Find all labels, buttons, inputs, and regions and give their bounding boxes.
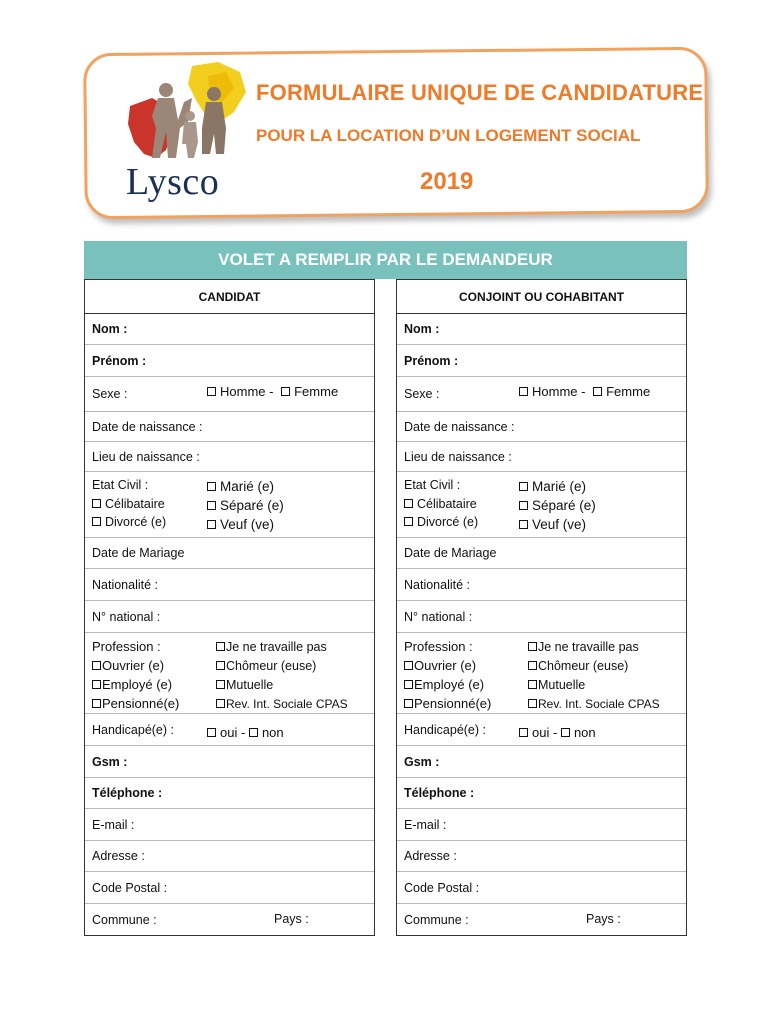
marie-checkbox[interactable] [207,482,216,491]
non-label: non [573,725,596,740]
sexe-field [397,377,686,412]
mutuelle-checkbox[interactable] [216,680,225,689]
celibataire-checkbox[interactable] [404,499,413,508]
column-heading: CANDIDAT [85,280,374,314]
etat-civil-label: Etat Civil : [92,478,149,492]
pensionne-checkbox[interactable] [404,699,413,708]
lieu-naissance-field[interactable] [397,442,686,472]
email-label: E-mail : [92,817,135,832]
column-heading: CONJOINT OU COHABITANT [397,280,686,314]
sexe-label: Sexe : [404,387,440,401]
pensionne-label: Pensionné(e) [414,696,492,711]
nationalite-label: Nationalité : [404,577,471,592]
adresse-field[interactable] [397,841,686,872]
femme-checkbox[interactable] [281,387,290,396]
chomeur-label: Chômeur (euse) [538,659,629,673]
celibataire-label: Célibataire [417,496,477,511]
rev-int-label: Rev. Int. Sociale CPAS [538,697,660,711]
prenom-label: Prénom : [92,353,147,368]
femme-label: Femme [606,384,651,399]
date-naissance-label: Date de naissance : [404,419,515,434]
divorce-checkbox[interactable] [404,517,413,526]
oui-checkbox[interactable] [207,728,216,737]
no-national-label: N° national : [404,609,473,624]
veuf-label: Veuf (ve) [532,517,587,532]
ne-travaille-checkbox[interactable] [216,642,225,651]
candidat-column [84,279,375,936]
form-title: FORMULAIRE UNIQUE DE CANDIDATURE [256,80,704,105]
date-mariage-label: Date de Mariage [92,546,185,560]
nationalite-field[interactable] [85,569,374,601]
sexe-separator: - [581,384,586,399]
form-subtitle: POUR LA LOCATION D’UN LOGEMENT SOCIAL [256,126,641,145]
date-mariage-label: Date de Mariage [404,546,497,560]
rev-int-checkbox[interactable] [216,699,225,708]
sexe-separator: - [269,384,274,399]
handicape-separator: - [552,725,558,740]
commune-label: Commune : [404,912,469,927]
commune-pays-field[interactable] [397,904,686,935]
marie-checkbox[interactable] [519,482,528,491]
gsm-field[interactable] [397,746,686,778]
code-postal-field[interactable] [85,872,374,904]
no-national-field[interactable] [397,601,686,633]
lieu-naissance-label: Lieu de naissance : [92,449,200,464]
chomeur-label: Chômeur (euse) [226,659,317,673]
date-naissance-field[interactable] [85,412,374,442]
adresse-field[interactable] [85,841,374,872]
adresse-label: Adresse : [92,849,145,863]
separe-checkbox[interactable] [207,501,216,510]
date-mariage-field[interactable] [397,538,686,569]
sexe-field [85,377,374,412]
ouvrier-checkbox[interactable] [92,661,101,670]
homme-label: Homme [532,384,578,399]
profession-label: Profession : [404,639,473,654]
section-title: VOLET A REMPLIR PAR LE DEMANDEUR [84,241,687,279]
ne-travaille-checkbox[interactable] [528,642,537,651]
veuf-checkbox[interactable] [207,520,216,529]
employe-label: Employé (e) [414,677,485,692]
adresse-label: Adresse : [404,849,457,863]
nom-field[interactable] [397,314,686,345]
employe-label: Employé (e) [102,677,173,692]
lieu-naissance-label: Lieu de naissance : [404,449,512,464]
non-label: non [261,725,284,740]
homme-checkbox[interactable] [519,387,528,396]
marie-label: Marié (e) [220,479,275,494]
celibataire-checkbox[interactable] [92,499,101,508]
pays-label: Pays : [586,912,621,926]
handicape-label: Handicapé(e) : [404,722,486,737]
mutuelle-label: Mutuelle [226,678,274,692]
divorce-label: Divorcé (e) [417,515,479,529]
no-national-field[interactable] [85,601,374,633]
chomeur-checkbox[interactable] [528,661,537,670]
etat-civil-field [397,472,686,538]
ouvrier-label: Ouvrier (e) [102,658,165,673]
email-label: E-mail : [404,817,447,832]
telephone-label: Téléphone : [404,786,475,800]
nationalite-field[interactable] [397,569,686,601]
divorce-label: Divorcé (e) [105,515,167,529]
divorce-checkbox[interactable] [92,517,101,526]
profession-field [85,633,374,714]
nationalite-label: Nationalité : [92,577,159,592]
profession-label: Profession : [92,639,161,654]
telephone-field[interactable] [397,778,686,809]
mutuelle-label: Mutuelle [538,678,586,692]
code-postal-field[interactable] [397,872,686,904]
gsm-label: Gsm : [404,754,440,769]
nom-label: Nom : [92,322,128,336]
telephone-label: Téléphone : [92,786,163,800]
chomeur-checkbox[interactable] [216,661,225,670]
prenom-field[interactable] [397,345,686,377]
employe-checkbox[interactable] [404,680,413,689]
gsm-field[interactable] [85,746,374,778]
prenom-label: Prénom : [404,353,459,368]
separe-label: Séparé (e) [220,498,284,513]
no-national-label: N° national : [92,609,161,624]
femme-checkbox[interactable] [593,387,602,396]
ne-travaille-label: Je ne travaille pas [226,640,327,654]
pensionne-checkbox[interactable] [92,699,101,708]
pays-label: Pays : [274,912,309,926]
prenom-field[interactable] [85,345,374,377]
handicape-field [85,714,374,746]
marie-label: Marié (e) [532,479,587,494]
employe-checkbox[interactable] [92,680,101,689]
sexe-label: Sexe : [92,387,128,401]
homme-checkbox[interactable] [207,387,216,396]
date-naissance-label: Date de naissance : [92,419,203,434]
handicape-label: Handicapé(e) : [92,722,174,737]
celibataire-label: Célibataire [105,496,165,511]
email-field[interactable] [397,809,686,841]
conjoint-column [396,279,687,936]
non-checkbox[interactable] [249,728,258,737]
separe-checkbox[interactable] [519,501,528,510]
veuf-label: Veuf (ve) [220,517,275,532]
ne-travaille-label: Je ne travaille pas [538,640,639,654]
homme-label: Homme [220,384,266,399]
veuf-checkbox[interactable] [519,520,528,529]
email-field[interactable] [85,809,374,841]
lieu-naissance-field[interactable] [85,442,374,472]
non-checkbox[interactable] [561,728,570,737]
form-year: 2019 [420,168,474,195]
commune-pays-field[interactable] [85,904,374,935]
handicape-field [397,714,686,746]
handicape-separator: - [240,725,246,740]
femme-label: Femme [294,384,339,399]
ouvrier-label: Ouvrier (e) [414,658,477,673]
commune-label: Commune : [92,912,157,927]
mutuelle-checkbox[interactable] [528,680,537,689]
separe-label: Séparé (e) [532,498,596,513]
etat-civil-field [85,472,374,538]
date-mariage-field[interactable] [85,538,374,569]
telephone-field[interactable] [85,778,374,809]
nom-field[interactable] [85,314,374,345]
profession-field [397,633,686,714]
etat-civil-label: Etat Civil : [404,478,461,492]
oui-label: oui [220,725,238,740]
oui-label: oui [532,725,550,740]
date-naissance-field[interactable] [397,412,686,442]
gsm-label: Gsm : [92,754,128,769]
pensionne-label: Pensionné(e) [102,696,180,711]
rev-int-checkbox[interactable] [528,699,537,708]
logo-text: Lysco [126,161,220,203]
oui-checkbox[interactable] [519,728,528,737]
rev-int-label: Rev. Int. Sociale CPAS [226,697,348,711]
nom-label: Nom : [404,322,440,336]
ouvrier-checkbox[interactable] [404,661,413,670]
code-postal-label: Code Postal : [92,880,168,895]
code-postal-label: Code Postal : [404,880,480,895]
